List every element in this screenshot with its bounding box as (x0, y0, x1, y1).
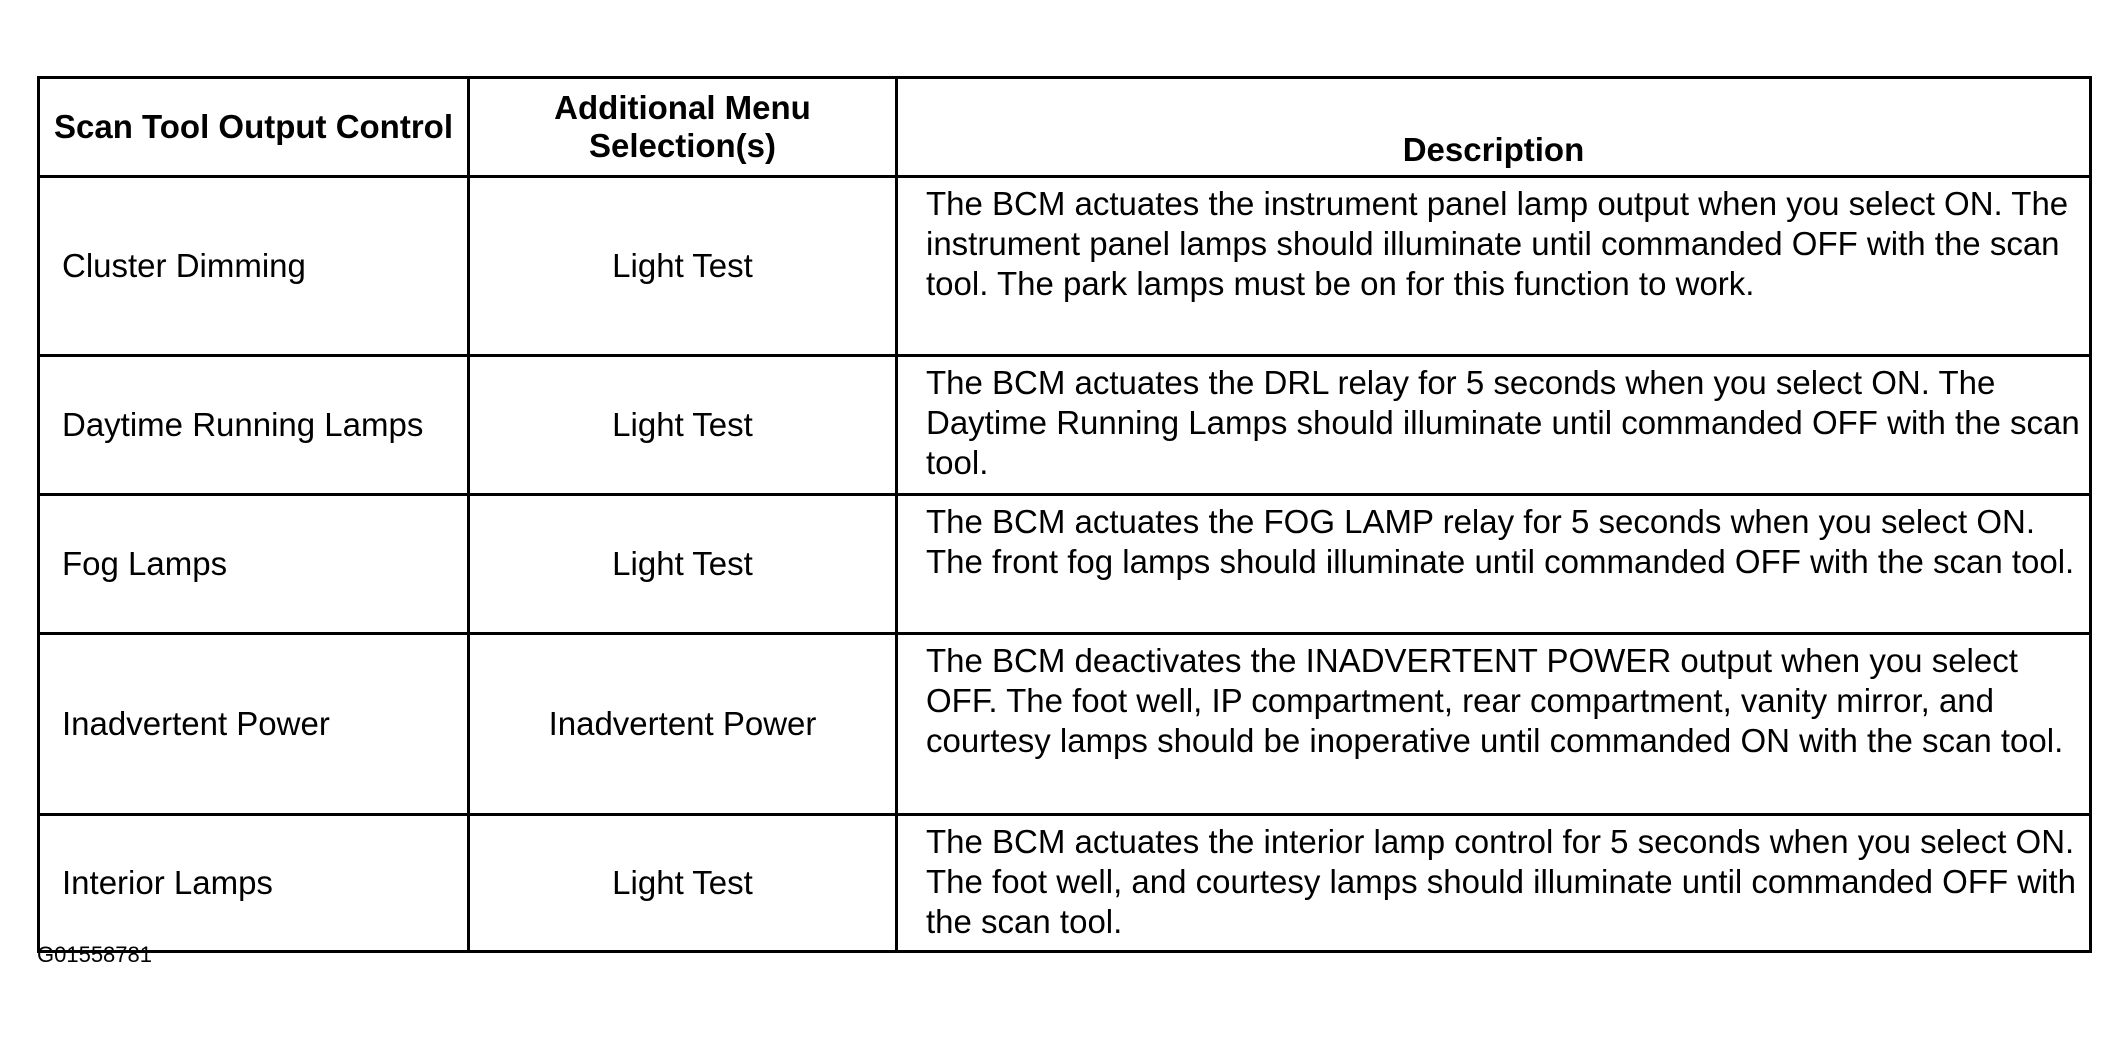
cell-control: Daytime Running Lamps (39, 356, 469, 495)
table-row (39, 634, 2091, 815)
cell-description: The BCM actuates the interior lamp control for 5 seconds when you select ON. The foot well, and courtesy lamps should illuminate until commanded OFF with the scan tool. (897, 815, 2091, 952)
table-row (39, 815, 2091, 952)
cell-menu-selection: Light Test (469, 356, 897, 495)
cell-control: Fog Lamps (39, 495, 469, 634)
cell-menu-selection: Light Test (469, 177, 897, 356)
cell-menu-selection: Light Test (469, 815, 897, 952)
figure-id: G01558781 (37, 942, 152, 967)
cell-control: Inadvertent Power (39, 634, 469, 815)
header-additional-menu-selections: Additional Menu Selection(s) (469, 78, 897, 177)
cell-description: The BCM deactivates the INADVERTENT POWER output when you select OFF. The foot well, IP compartment, rear compartment, vanity mirror, and courtesy lamps should be inoperative until commanded ON with the scan tool. (897, 634, 2091, 815)
table-header-row (39, 78, 2091, 177)
header-scan-tool-output-control: Scan Tool Output Control (39, 78, 469, 177)
scan-tool-output-table-container (37, 76, 2089, 953)
table-row (39, 177, 2091, 356)
cell-menu-selection: Inadvertent Power (469, 634, 897, 815)
cell-control: Cluster Dimming (39, 177, 469, 356)
cell-description: The BCM actuates the FOG LAMP relay for 5 seconds when you select ON. The front fog lamps should illuminate until commanded OFF with the scan tool. (897, 495, 2091, 634)
table-row (39, 356, 2091, 495)
cell-description: The BCM actuates the instrument panel lamp output when you select ON. The instrument panel lamps should illuminate until commanded OFF with the scan tool. The park lamps must be on for this function to work. (897, 177, 2091, 356)
header-description: Description (897, 78, 2091, 177)
cell-description: The BCM actuates the DRL relay for 5 seconds when you select ON. The Daytime Running Lamps should illuminate until commanded OFF with the scan tool. (897, 356, 2091, 495)
table-row (39, 495, 2091, 634)
scan-tool-output-table (37, 76, 2092, 953)
cell-menu-selection: Light Test (469, 495, 897, 634)
cell-control: Interior Lamps (39, 815, 469, 952)
